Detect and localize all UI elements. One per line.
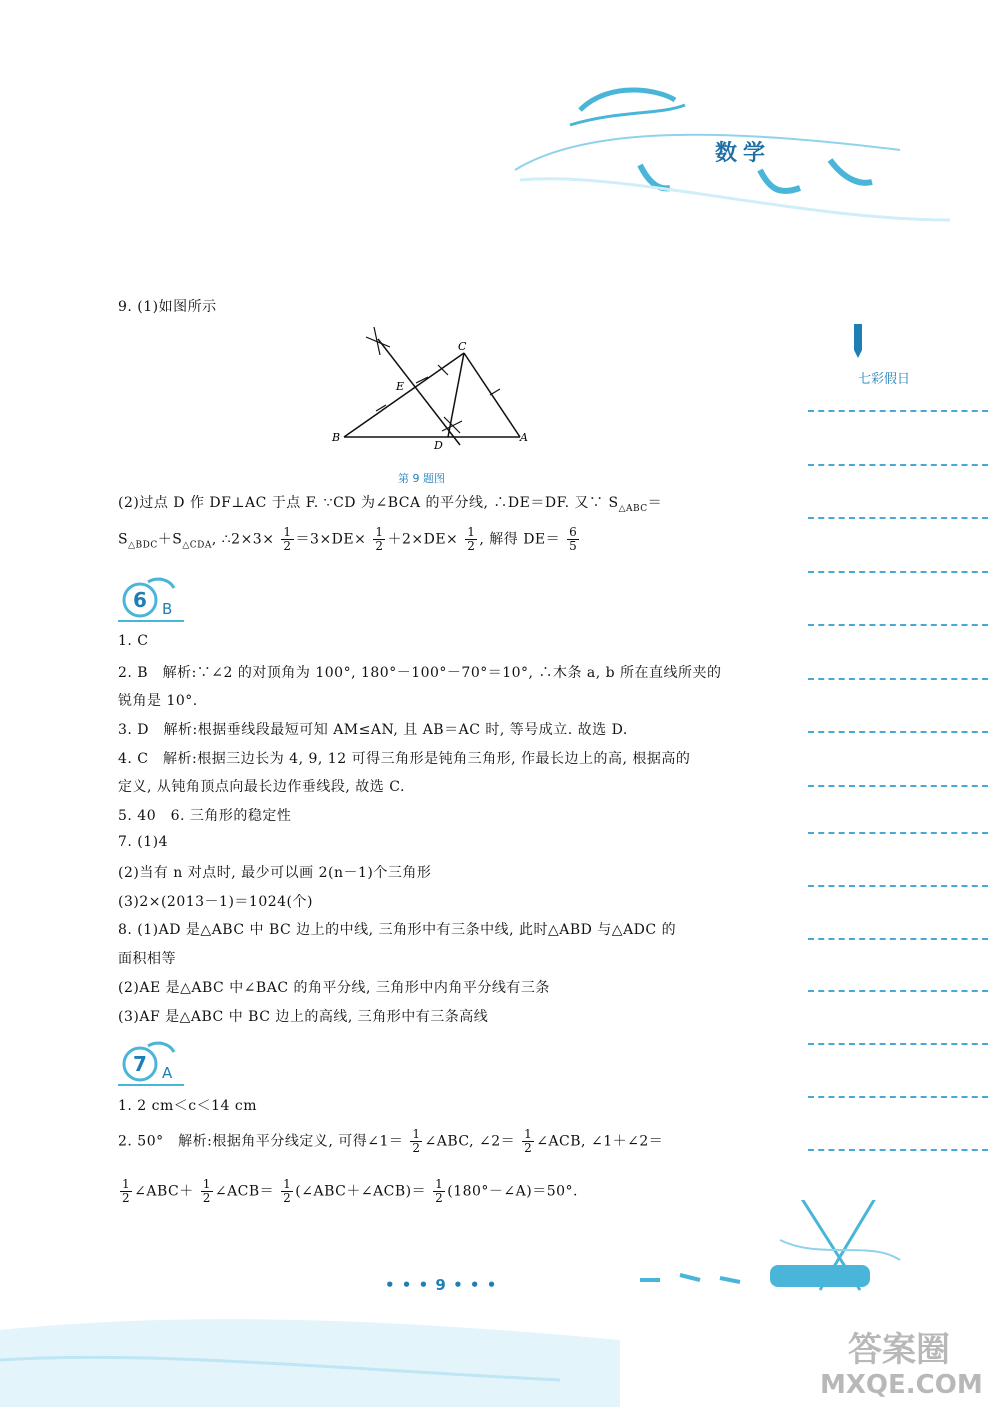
q9-part1: 9. (1)如图所示 [118, 299, 217, 315]
q9-part2-line2 [118, 526, 581, 553]
text-segment: ＋2×DE× [387, 531, 459, 548]
answer-line: 定义, 从钝角顶点向最长边作垂线段, 故选 C. [118, 779, 405, 795]
note-line [808, 1149, 988, 1151]
answer-line: (2)当有 n 对点时, 最少可以画 2(n－1)个三角形 [118, 865, 432, 881]
note-line [808, 464, 988, 466]
fraction: $\frac{1}{2}$ [412, 1127, 421, 1155]
answer-line: 锐角是 10°. [118, 693, 198, 709]
text-segment: 2. 50° 解析:根据角平分线定义, 可得∠1＝ [118, 1133, 404, 1150]
text-segment: (180°－∠A)＝50°. [447, 1183, 579, 1200]
text-segment: (∠ABC＋∠ACB)＝ [295, 1183, 427, 1200]
answer-line: (3)AF 是△ABC 中 BC 边上的高线, 三角形中有三条高线 [118, 1009, 489, 1025]
answer-line: (3)2×(2013－1)＝1024(个) [118, 894, 313, 910]
badge-number: 7 [133, 1052, 147, 1076]
point-label: D [434, 439, 443, 452]
fraction: $\frac{1}{2}$ [435, 1177, 444, 1205]
sidebar-label: 七彩假日 [858, 372, 911, 387]
note-line [808, 517, 988, 519]
note-line [808, 410, 988, 412]
badge-level: A [162, 1064, 173, 1082]
point-label: C [458, 340, 467, 353]
section-badge-6 [118, 576, 188, 620]
text-segment: , ∴2×3× [211, 531, 275, 548]
q9-figure [330, 325, 530, 465]
answer-line: 8. (1)AD 是△ABC 中 BC 边上的中线, 三角形中有三条中线, 此时△ABD 与△ADC 的 [118, 922, 677, 938]
answer-line: 4. C 解析:根据三边长为 4, 9, 12 可得三角形是钝角三角形, 作最长边上的高, 根据高的 [118, 751, 691, 767]
text-segment: ＋S [157, 531, 183, 548]
answer-line: 2. B 解析:∵∠2 的对顶角为 100°, 180°－100°－70°＝10°, ∴木条 a, b 所在直线所夹的 [118, 665, 722, 681]
text-segment: ＝3×DE× [295, 531, 367, 548]
note-line [808, 938, 988, 940]
text-segment: ∠ACB, ∠1＋∠2＝ [536, 1133, 664, 1150]
note-line [808, 678, 988, 680]
badge-underline [118, 620, 184, 622]
fraction: $\frac{1}{2}$ [202, 1177, 211, 1205]
point-label: A [520, 431, 528, 444]
point-label: E [396, 380, 405, 393]
note-line [808, 785, 988, 787]
q9-part2-line1 [118, 492, 662, 514]
fraction: $\frac{1}{2}$ [122, 1177, 131, 1205]
badge-underline [118, 1084, 184, 1086]
watermark-url: MXQE.COM [820, 1370, 983, 1400]
triangle-construction-diagram [330, 325, 530, 465]
note-line [808, 885, 988, 887]
text-segment: ＝ [647, 495, 663, 511]
answer-line: 7. (1)4 [118, 834, 169, 850]
header-title: 数学 [715, 141, 772, 166]
text-segment: ∠ABC＋ [134, 1183, 194, 1200]
note-line [808, 731, 988, 733]
note-line [808, 1096, 988, 1098]
note-line [808, 624, 988, 626]
text-segment: , 解得 DE＝ [479, 531, 561, 548]
pen-icon [848, 322, 868, 364]
page-number: • • • 9 • • • [385, 1276, 498, 1294]
fraction: $\frac{1}{2}$ [283, 525, 292, 553]
answer-line: (2)AE 是△ABC 中∠BAC 的角平分线, 三角形中内角平分线有三条 [118, 980, 550, 996]
text-segment: (2)过点 D 作 DF⊥AC 于点 F. ∵CD 为∠BCA 的平分线, ∴DE＝DF. 又∵ S [118, 495, 619, 511]
figure-caption: 第 9 题图 [398, 472, 445, 485]
note-line [808, 990, 988, 992]
subscript: △CDA [182, 540, 212, 551]
fraction: $\frac{1}{2}$ [375, 525, 384, 553]
answer-line: 5. 40 6. 三角形的稳定性 [118, 808, 292, 824]
section-badge-7 [118, 1040, 188, 1084]
answer-line: 1. C [118, 633, 149, 649]
text-segment: S [118, 531, 129, 548]
badge-level: B [162, 600, 173, 618]
badge-swirl-icon [118, 576, 188, 622]
badge-number: 6 [133, 588, 147, 612]
text-segment: ∠ACB＝ [214, 1183, 275, 1200]
answer-line [118, 1128, 663, 1155]
subscript: △ABC [618, 503, 648, 514]
answer-line: 1. 2 cm＜c＜14 cm [118, 1098, 258, 1114]
subscript: △BDC [128, 540, 158, 551]
fraction: $\frac{1}{2}$ [467, 525, 476, 553]
fraction: $\frac{6}{5}$ [569, 525, 578, 553]
note-line [808, 571, 988, 573]
watermark-text: 答案圈 [848, 1330, 950, 1370]
text-segment: ∠ABC, ∠2＝ [424, 1133, 516, 1150]
answer-line: 面积相等 [118, 951, 176, 967]
answer-line: 3. D 解析:根据垂线段最短可知 AM≤AN, 且 AB＝AC 时, 等号成立. 故选 D. [118, 722, 628, 738]
badge-swirl-icon [118, 1040, 188, 1086]
fraction: $\frac{1}{2}$ [283, 1177, 292, 1205]
point-label: B [332, 431, 341, 444]
fraction: $\frac{1}{2}$ [524, 1127, 533, 1155]
note-line [808, 832, 988, 834]
note-line [808, 1043, 988, 1045]
